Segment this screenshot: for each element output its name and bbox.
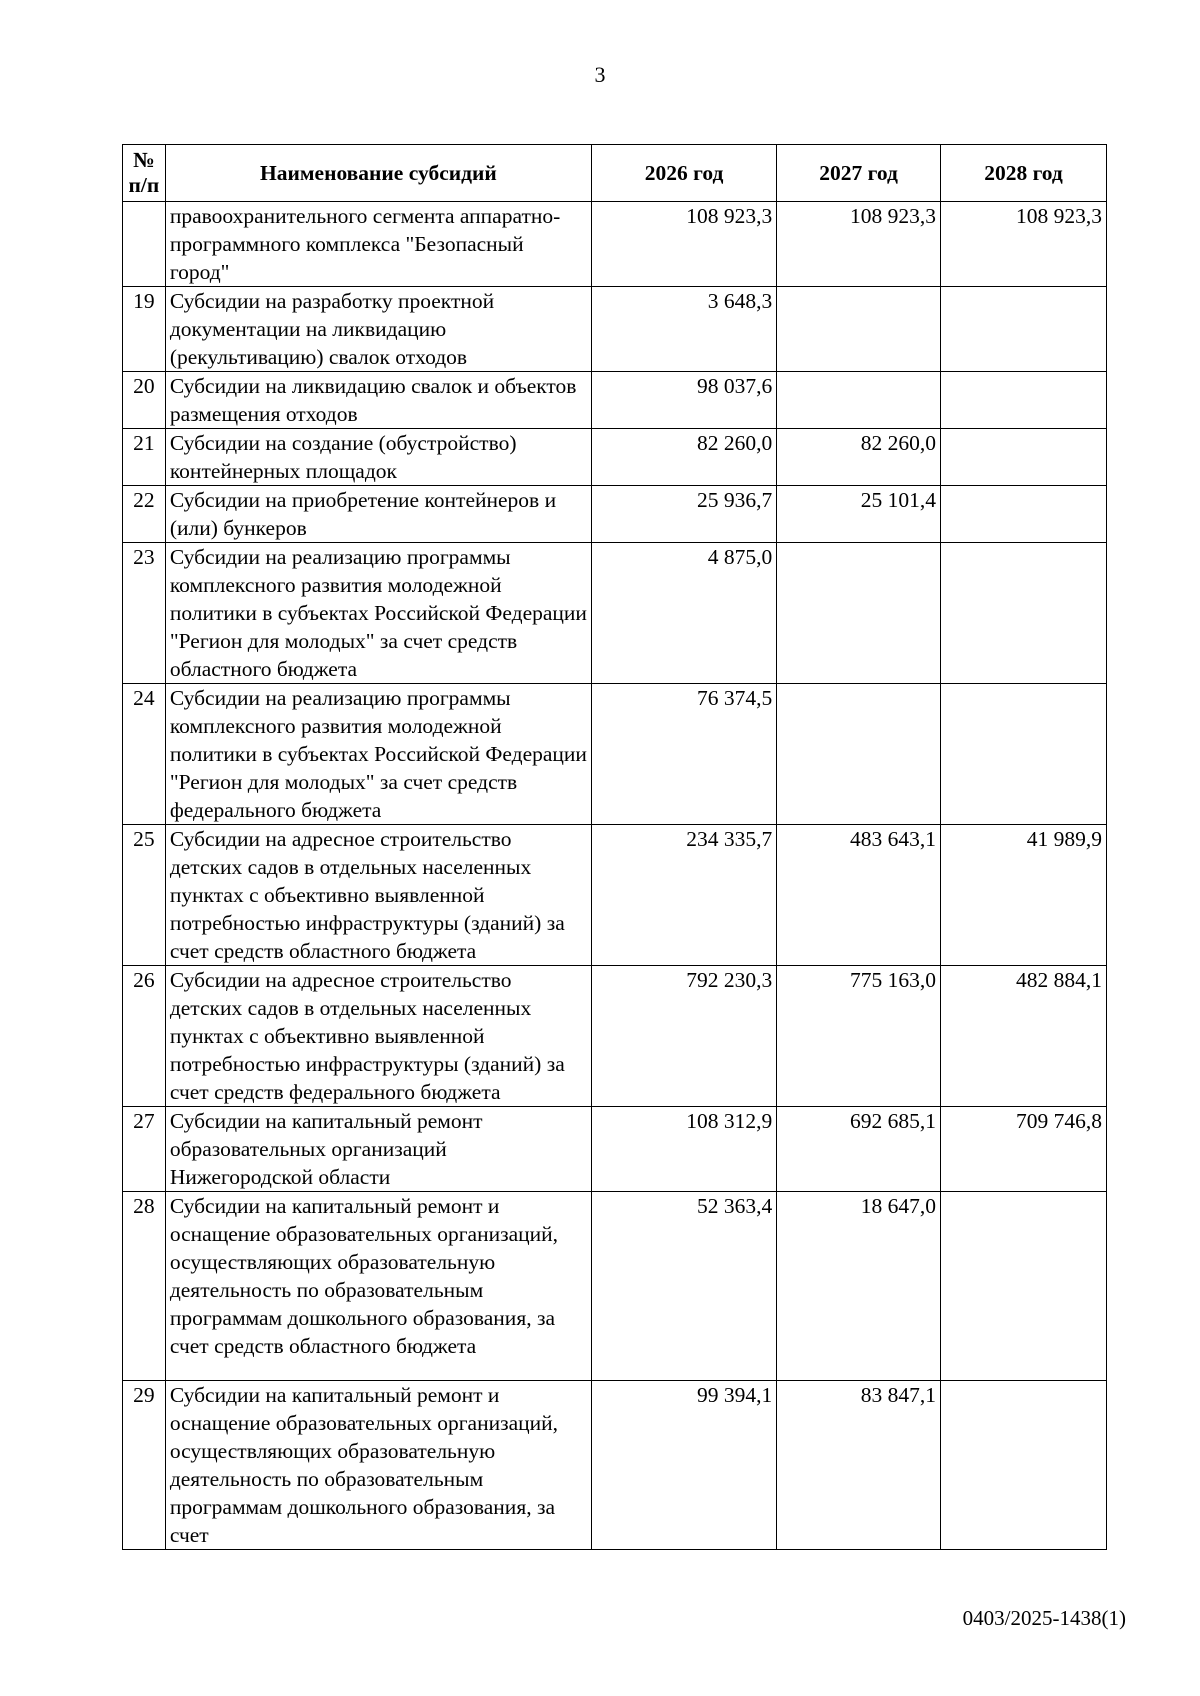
row-number: 25 [123,825,166,966]
value-2028 [941,1381,1107,1550]
table-row [123,1107,1107,1192]
value-2028 [941,684,1107,825]
table-row [123,1192,1107,1381]
subsidy-name: Субсидии на капитальный ремонт и оснащение образовательных организаций, осуществляющих образовательную деятельность по образовательным программам дошкольного образования, за счет [165,1381,591,1550]
header-2027: 2027 год [777,145,941,202]
value-2026: 98 037,6 [591,372,776,429]
value-2028: 709 746,8 [941,1107,1107,1192]
table-row [123,1381,1107,1550]
value-2028 [941,372,1107,429]
value-2026: 792 230,3 [591,966,776,1107]
page-number: 3 [594,62,606,87]
table-row [123,684,1107,825]
table-row [123,372,1107,429]
subsidy-name: Субсидии на реализацию программы комплексного развития молодежной политики в субъектах Российской Федерации "Регион для молодых" за счет средств областного бюджета [165,543,591,684]
subsidy-name: Субсидии на реализацию программы комплексного развития молодежной политики в субъектах Российской Федерации "Регион для молодых" за счет средств федерального бюджета [165,684,591,825]
row-number: 24 [123,684,166,825]
row-number: 29 [123,1381,166,1550]
subsidy-name: правоохранительного сегмента аппаратно-программного комплекса "Безопасный город" [165,202,591,287]
subsidies-table [122,144,1107,1550]
value-2027: 83 847,1 [777,1381,941,1550]
value-2027 [777,543,941,684]
value-2026: 52 363,4 [591,1192,776,1381]
row-number: 27 [123,1107,166,1192]
value-2026: 99 394,1 [591,1381,776,1550]
value-2027: 25 101,4 [777,486,941,543]
header-number: № п/п [123,145,166,202]
subsidy-name: Субсидии на капитальный ремонт и оснащение образовательных организаций, осуществляющих образовательную деятельность по образовательным программам дошкольного образования, за счет средств областного бюджета [165,1192,591,1381]
row-number: 20 [123,372,166,429]
header-2028: 2028 год [941,145,1107,202]
table-row [123,966,1107,1107]
value-2028 [941,287,1107,372]
value-2028 [941,486,1107,543]
value-2026: 108 923,3 [591,202,776,287]
subsidy-name: Субсидии на приобретение контейнеров и (или) бункеров [165,486,591,543]
value-2028 [941,1192,1107,1381]
value-2027 [777,684,941,825]
value-2026: 3 648,3 [591,287,776,372]
value-2027: 82 260,0 [777,429,941,486]
value-2026: 234 335,7 [591,825,776,966]
value-2027: 483 643,1 [777,825,941,966]
value-2027: 775 163,0 [777,966,941,1107]
row-number: 26 [123,966,166,1107]
value-2028: 108 923,3 [941,202,1107,287]
table-row [123,543,1107,684]
value-2028: 482 884,1 [941,966,1107,1107]
header-name: Наименование субсидий [165,145,591,202]
value-2028 [941,543,1107,684]
value-2028: 41 989,9 [941,825,1107,966]
subsidy-name: Субсидии на капитальный ремонт образовательных организаций Нижегородской области [165,1107,591,1192]
subsidy-name: Субсидии на ликвидацию свалок и объектов размещения отходов [165,372,591,429]
value-2026: 108 312,9 [591,1107,776,1192]
value-2027: 18 647,0 [777,1192,941,1381]
value-2027: 108 923,3 [777,202,941,287]
subsidy-name: Субсидии на адресное строительство детских садов в отдельных населенных пунктах с объективно выявленной потребностью инфраструктуры (зданий) за счет средств федерального бюджета [165,966,591,1107]
value-2027 [777,372,941,429]
row-number: 23 [123,543,166,684]
value-2028 [941,429,1107,486]
row-number: 21 [123,429,166,486]
table-header-row [123,145,1107,202]
row-number: 19 [123,287,166,372]
header-2026: 2026 год [591,145,776,202]
document-code: 0403/2025-1438(1) [962,1606,1126,1630]
table-row [123,287,1107,372]
table-row [123,825,1107,966]
value-2027: 692 685,1 [777,1107,941,1192]
value-2026: 4 875,0 [591,543,776,684]
value-2026: 76 374,5 [591,684,776,825]
table-row [123,486,1107,543]
table-row [123,202,1107,287]
row-number: 22 [123,486,166,543]
value-2026: 82 260,0 [591,429,776,486]
subsidy-name: Субсидии на разработку проектной документации на ликвидацию (рекультивацию) свалок отходов [165,287,591,372]
row-number [123,202,166,287]
table-row [123,429,1107,486]
value-2026: 25 936,7 [591,486,776,543]
row-number: 28 [123,1192,166,1381]
value-2027 [777,287,941,372]
subsidy-name: Субсидии на создание (обустройство) контейнерных площадок [165,429,591,486]
subsidy-name: Субсидии на адресное строительство детских садов в отдельных населенных пунктах с объективно выявленной потребностью инфраструктуры (зданий) за счет средств областного бюджета [165,825,591,966]
